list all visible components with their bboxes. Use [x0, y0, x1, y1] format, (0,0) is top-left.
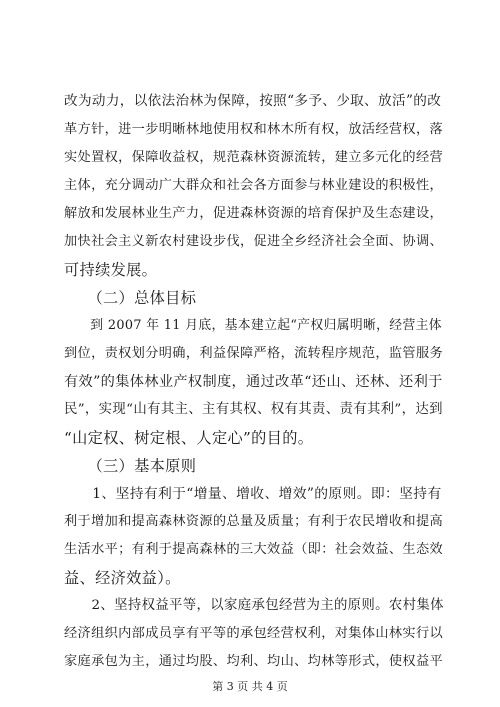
- text-line-2: 革方针，进一步明晰林地使用权和林木所有权，放活经营权，落: [64, 122, 444, 137]
- text-line-16: 利于增加和提高森林资源的总量及质量；有利于农民增收和提高: [64, 514, 444, 529]
- section-heading-overall-goal: （二）总体目标: [64, 289, 197, 307]
- page-number-footer: 第 3 页 共 4 页: [212, 680, 288, 693]
- text-line-18: 益、经济效益）。: [64, 569, 181, 587]
- text-line-19: 2、坚持权益平等，以家庭承包经营为主的原则。农村集体: [64, 598, 444, 613]
- text-line-21: 家庭承包为主，通过均股、均利、均山、均林等形式，使权益平: [64, 654, 444, 669]
- text-line-20: 经济组织内部成员享有平等的承包经营权利，对集体山林实行以: [64, 626, 444, 641]
- text-line-17: 生活水平；有利于提高森林的三大效益（即：社会效益、生态效: [64, 542, 444, 557]
- text-line-13: “山定权、树定根、人定心”的目的。: [64, 429, 314, 447]
- text-line-7: 可持续发展。: [64, 261, 158, 279]
- text-line-12: 民”，实现“山有其主、主有其权、权有其责、责有其利”，达到: [64, 402, 443, 417]
- text-line-15: 1、坚持有利于“增量、增收、增效”的原则。即：坚持有: [64, 486, 442, 502]
- text-line-11: 有效”的集体林业产权制度，通过改革“还山、还林、还利于: [64, 374, 443, 390]
- text-line-1: 改为动力，以依法治林为保障，按照“多予、少取、放活”的改: [64, 93, 442, 109]
- text-line-5: 解放和发展林业生产力，促进森林资源的培育保护及生态建设，: [64, 206, 444, 221]
- text-line-9: 到 2007 年 11 月底，基本建立起“产权归属明晰，经营主体: [64, 318, 442, 333]
- text-line-3: 实处置权，保障收益权，规范森林资源流转，建立多元化的经营: [64, 150, 444, 165]
- section-heading-basic-principles: （三）基本原则: [64, 457, 197, 475]
- text-line-6: 加快社会主义新农村建设步伐，促进全乡经济社会全面、协调、: [64, 234, 444, 249]
- text-line-10: 到位，责权划分明确，利益保障严格，流转程序规范，监管服务: [64, 346, 444, 361]
- text-line-4: 主体，充分调动广大群众和社会各方面参与林业建设的积极性，: [64, 178, 444, 193]
